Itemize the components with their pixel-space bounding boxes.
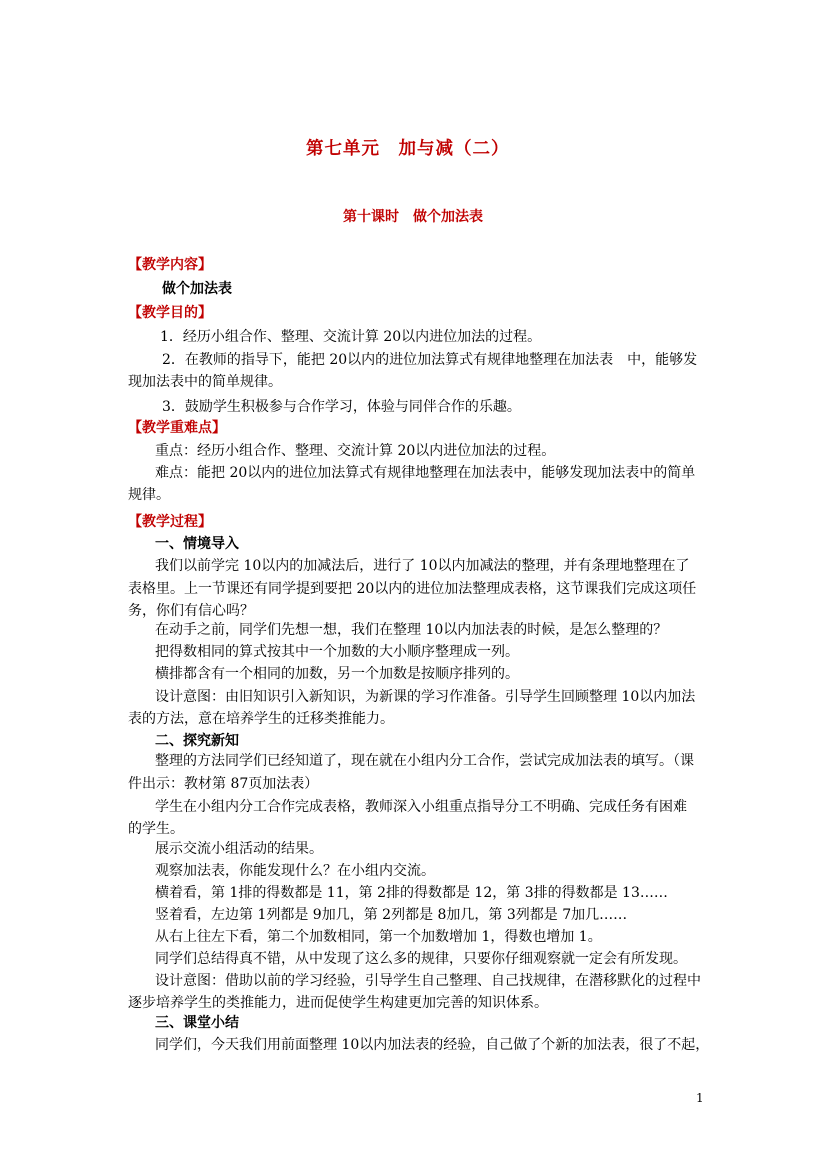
part-heading: 二、探究新知 [155,733,239,749]
paragraph-line: 横排都含有一个相同的加数，另一个加数是按顺序排列的。 [155,666,519,682]
paragraph-line: 整理的方法同学们已经知道了，现在就在小组内分工合作，尝试完成加法表的填写。（课 [155,753,694,769]
paragraph-line: 展示交流小组活动的结果。 [155,841,323,857]
key-point-line: 规律。 [128,487,170,503]
paragraph-line: 设计意图：由旧知识引入新知识，为新课的学习作准备。引导学生回顾整理 10以内加法 [155,689,696,705]
section-heading-content: 【教学内容】 [128,257,212,273]
paragraph-line: 逐步培养学生的类推能力，进而促使学生构建更加完善的知识体系。 [128,995,548,1011]
paragraph-line: 学生在小组内分工合作完成表格，教师深入小组重点指导分工不明确、完成任务有困难 [155,799,687,815]
paragraph-line: 件出示：教材第 87页加法表） [128,776,319,792]
objective-line: 现加法表中的简单规律。 [128,374,282,390]
paragraph-line: 从右上往左下看，第二个加数相同，第一个加数增加 1，得数也增加 1。 [155,929,602,945]
paragraph-line: 表格里。上一节课还有同学提到要把 20以内的进位加法整理成表格，这节课我们完成这项任 [128,581,697,597]
paragraph-line: 观察加法表，你能发现什么？在小组内交流。 [155,863,435,879]
key-point-line: 重点：经历小组合作、整理、交流计算 20以内进位加法的过程。 [155,443,556,459]
section-heading-objectives: 【教学目的】 [128,305,212,321]
lesson-subtitle: 第十课时 做个加法表 [343,209,483,225]
page-number: 1 [696,1091,704,1105]
section-heading-process: 【教学过程】 [128,514,212,530]
paragraph-line: 务，你们有信心吗？ [128,603,254,619]
document-title: 第七单元 加与减（二） [306,139,510,159]
paragraph-line: 我们以前学完 10以内的加减法后，进行了 10以内加减法的整理，并有条理地整理在了 [155,558,690,574]
paragraph-line: 设计意图：借助以前的学习经验，引导学生自己整理、自己找规律，在潜移默化的过程中 [155,973,701,989]
paragraph-line: 表的方法，意在培养学生的迁移类推能力。 [128,711,394,727]
paragraph-line: 横着看，第 1排的得数都是 11，第 2排的得数都是 12，第 3排的得数都是 13…… [155,885,668,901]
paragraph-line: 在动手之前，同学们先想一想，我们在整理 10以内加法表的时候，是怎么整理的？ [155,622,668,638]
paragraph-line: 同学们总结得真不错，从中发现了这么多的规律，只要你仔细观察就一定会有所发现。 [155,951,687,967]
objective-line: 2．在教师的指导下，能把 20以内的进位加法算式有规律地整理在加法表 中，能够发 [162,352,698,368]
paragraph-line: 的学生。 [128,821,184,837]
paragraph-line: 把得数相同的算式按其中一个加数的大小顺序整理成一列。 [155,644,519,660]
part-heading: 一、情境导入 [155,536,239,552]
key-point-line: 难点：能把 20以内的进位加法算式有规律地整理在加法表中，能够发现加法表中的简单 [155,465,696,481]
part-heading: 三、课堂小结 [155,1015,239,1031]
paragraph-line: 竖着看，左边第 1列都是 9加几，第 2列都是 8加几，第 3列都是 7加几…… [155,907,628,923]
content-text: 做个加法表 [162,281,232,297]
section-heading-key-points: 【教学重难点】 [128,420,226,436]
paragraph-line: 同学们，今天我们用前面整理 10以内加法表的经验，自己做了个新的加法表，很了不起， [155,1037,710,1053]
objective-line: 3．鼓励学生积极参与合作学习，体验与同伴合作的乐趣。 [162,399,521,415]
objective-line: 1．经历小组合作、整理、交流计算 20以内进位加法的过程。 [160,329,542,345]
